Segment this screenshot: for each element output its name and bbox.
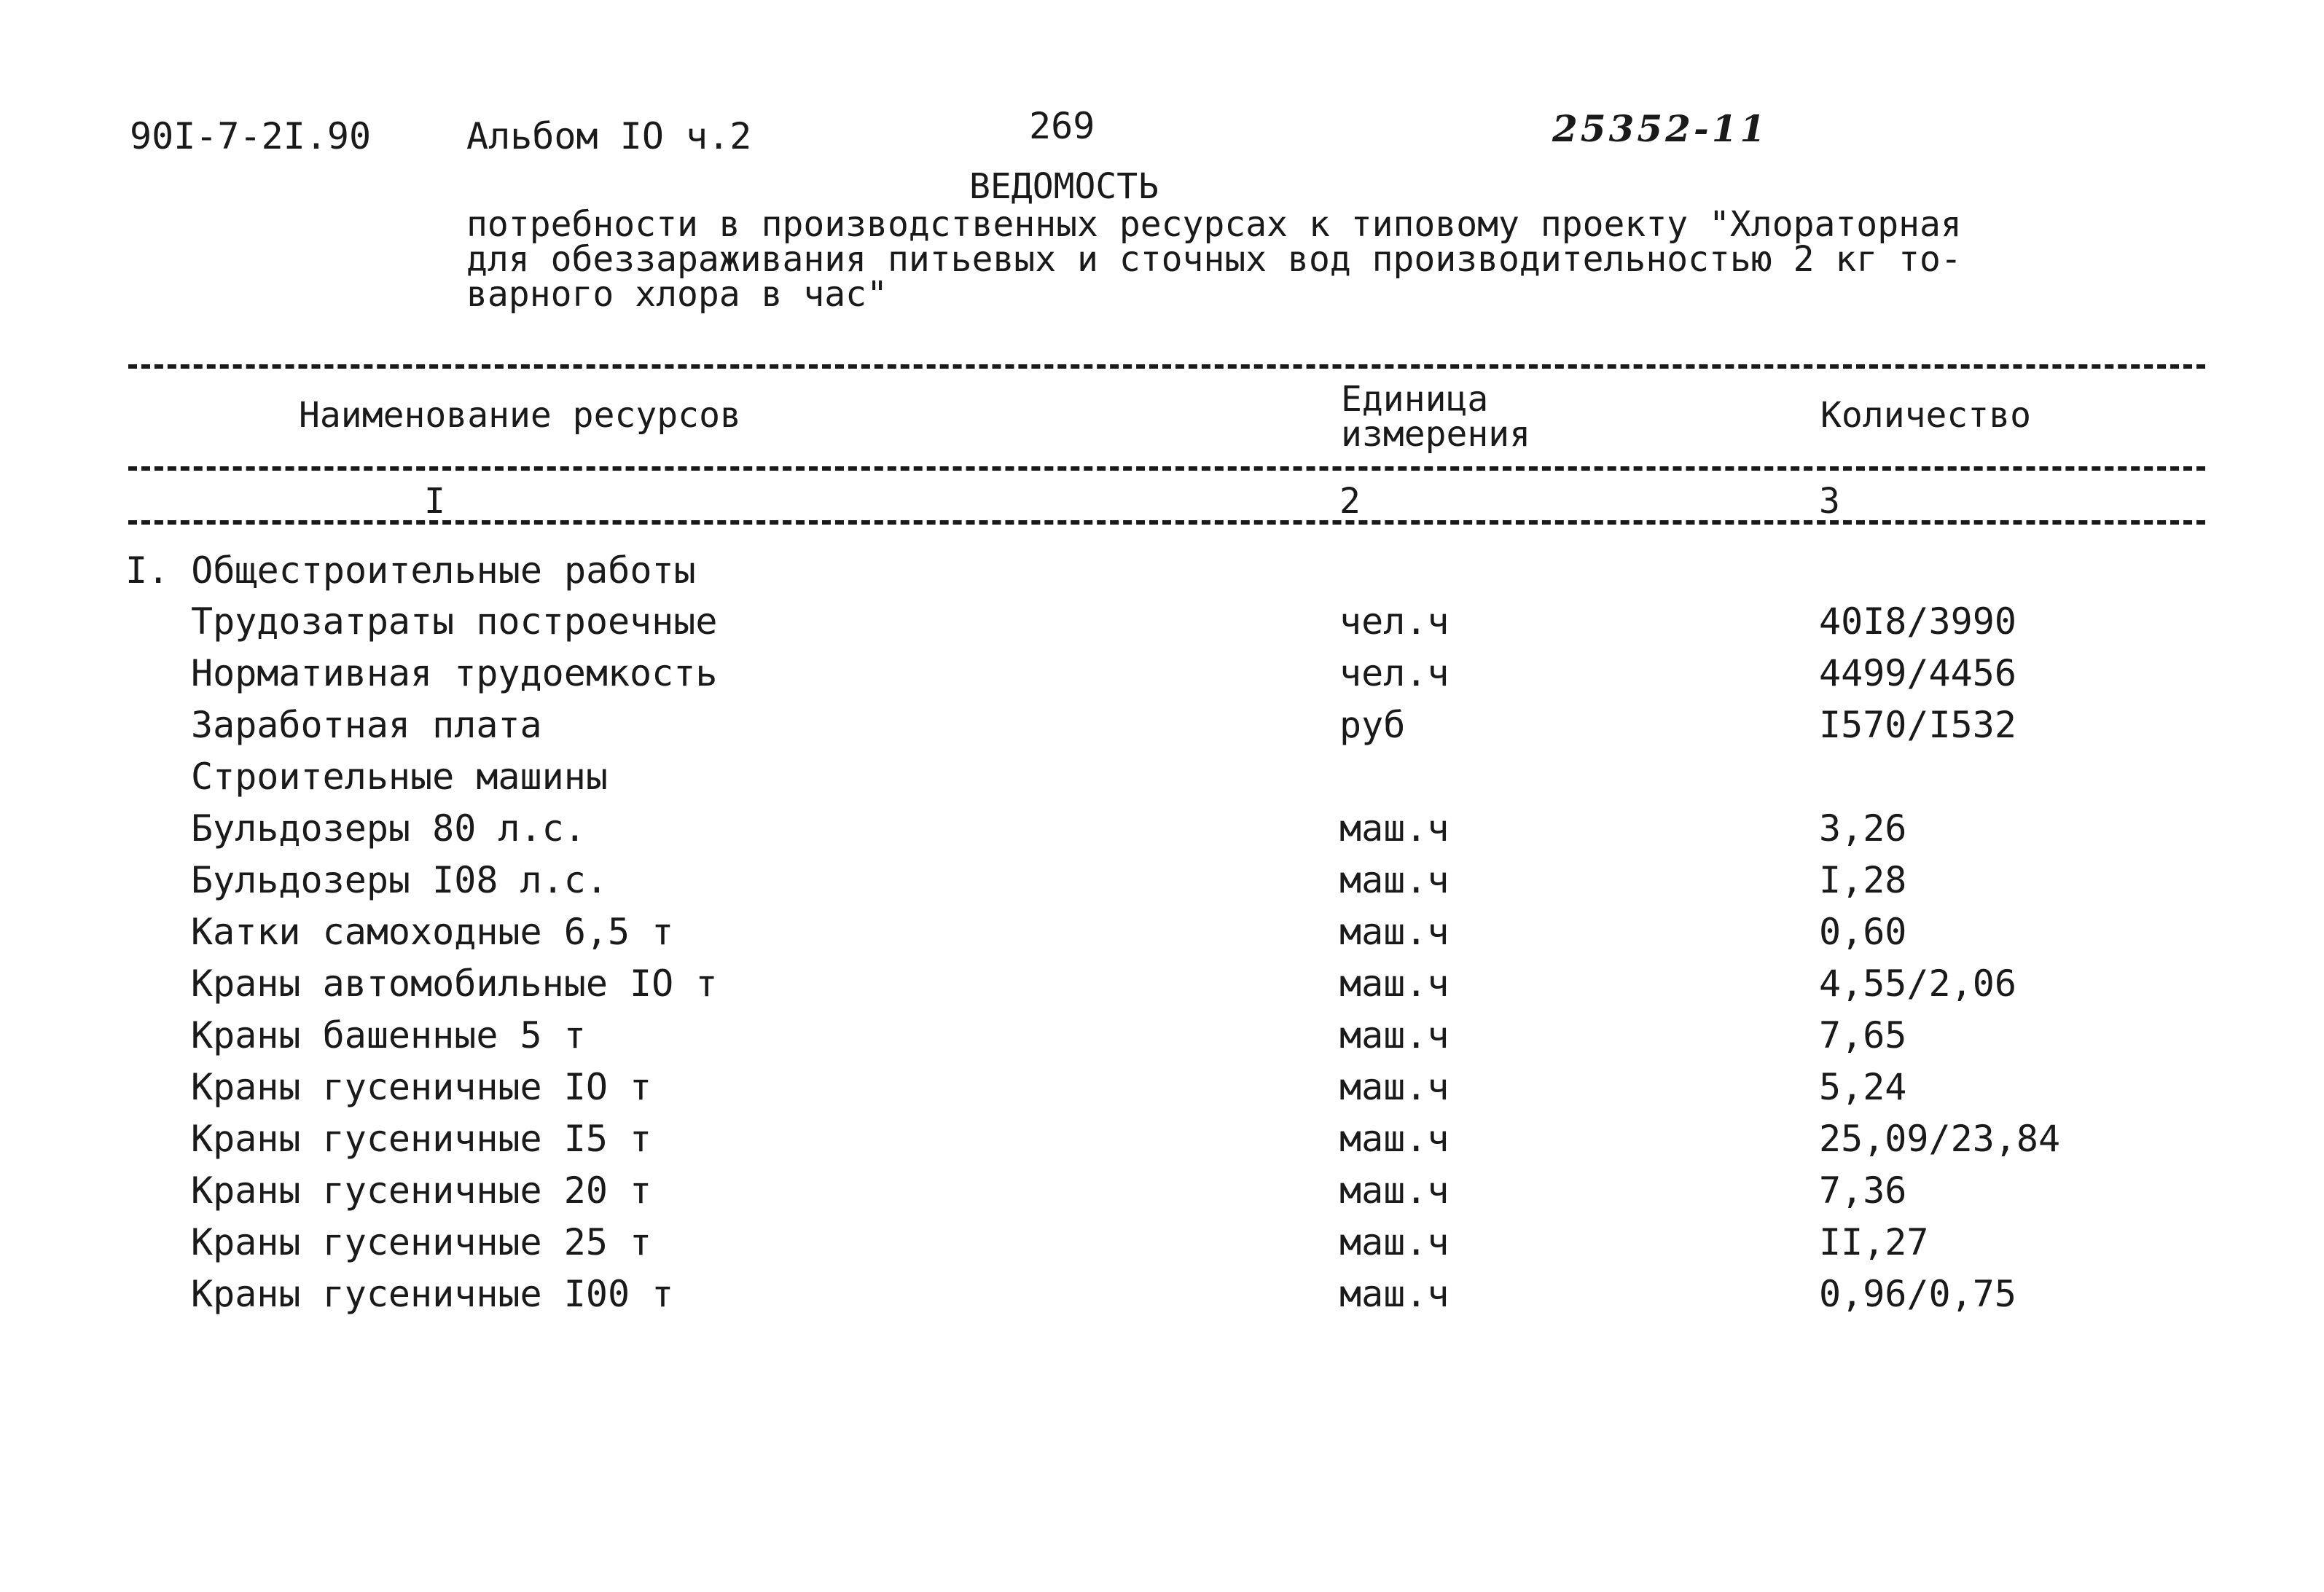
column-header-name: Наименование ресурсов <box>299 395 741 436</box>
column-numbers-rule <box>128 520 2205 525</box>
column-header-unit: Единица измерения <box>1341 379 1531 455</box>
table-row <box>0 859 2324 914</box>
resource-quantity: II,27 <box>1819 1221 1929 1263</box>
resource-unit: маш.ч <box>1339 1273 1449 1315</box>
resource-unit: руб <box>1339 704 1406 746</box>
document-subtitle: потребности в производственных ресурсах к типовому проекту "Хлораторная для обеззараживания питьевых и сточных вод производительностью 2 кг то- варного хлора в час" <box>466 204 1962 315</box>
document-code: 90I-7-2I.90 <box>130 115 372 157</box>
column-header-quantity: Количество <box>1820 395 2031 436</box>
table-top-rule <box>128 364 2205 369</box>
resource-quantity: 4499/4456 <box>1819 652 2016 694</box>
table-row <box>0 1014 2324 1069</box>
table-row <box>0 600 2324 655</box>
table-row <box>0 1273 2324 1328</box>
resource-quantity: I,28 <box>1819 859 1907 901</box>
resource-unit: маш.ч <box>1339 1221 1449 1263</box>
table-row <box>0 1118 2324 1172</box>
resource-name: Катки самоходные 6,5 т <box>191 911 674 953</box>
resource-unit: чел.ч <box>1339 600 1449 643</box>
resource-name: Краны гусеничные IO т <box>191 1066 652 1108</box>
resource-quantity: 3,26 <box>1819 807 1907 850</box>
column-number-1: I <box>424 481 445 522</box>
table-row <box>0 758 2324 810</box>
resource-name: Краны гусеничные 20 т <box>191 1169 652 1212</box>
resource-quantity: 7,36 <box>1819 1169 1907 1212</box>
resource-unit: маш.ч <box>1339 1066 1449 1108</box>
resource-quantity: 0,60 <box>1819 911 1907 953</box>
resource-name: Краны гусеничные I00 т <box>191 1273 674 1315</box>
resource-name: Краны башенные 5 т <box>191 1014 586 1056</box>
resource-unit: маш.ч <box>1339 859 1449 901</box>
resource-unit: маш.ч <box>1339 1014 1449 1056</box>
resource-unit: маш.ч <box>1339 1118 1449 1160</box>
resource-quantity: 5,24 <box>1819 1066 1907 1108</box>
resource-unit: маш.ч <box>1339 807 1449 850</box>
table-row <box>0 1221 2324 1276</box>
resource-unit: маш.ч <box>1339 1169 1449 1212</box>
table-row <box>0 1169 2324 1224</box>
resource-name: Заработная плата <box>191 704 542 746</box>
resource-quantity: I570/I532 <box>1819 704 2016 746</box>
table-row <box>0 704 2324 758</box>
resource-quantity: 4,55/2,06 <box>1819 962 2016 1005</box>
resource-quantity: 0,96/0,75 <box>1819 1273 2016 1315</box>
resource-name: Строительные машины <box>191 756 608 798</box>
resource-unit: маш.ч <box>1339 911 1449 953</box>
table-body <box>0 600 2324 1328</box>
resource-name: Краны автомобильные IO т <box>191 962 718 1005</box>
resource-name: Краны гусеничные 25 т <box>191 1221 652 1263</box>
album-label: Альбом IO ч.2 <box>466 115 752 157</box>
header-bottom-rule <box>128 466 2205 471</box>
handwritten-number: 25352-11 <box>1552 107 1769 150</box>
page-number: 269 <box>1029 105 1095 147</box>
resource-name: Бульдозеры 80 л.с. <box>191 807 586 850</box>
resource-quantity: 40I8/3990 <box>1819 600 2016 643</box>
resource-quantity: 7,65 <box>1819 1014 1907 1056</box>
table-row <box>0 962 2324 1017</box>
column-number-2: 2 <box>1339 481 1361 522</box>
section-heading: I. Общестроительные работы <box>125 549 696 592</box>
table-row <box>0 1066 2324 1121</box>
column-number-3: 3 <box>1819 481 1840 522</box>
resource-name: Нормативная трудоемкость <box>191 652 718 694</box>
resource-unit: маш.ч <box>1339 962 1449 1005</box>
resource-name: Трудозатраты построечные <box>191 600 718 643</box>
table-row <box>0 652 2324 707</box>
resource-name: Краны гусеничные I5 т <box>191 1118 652 1160</box>
resource-name: Бульдозеры I08 л.с. <box>191 859 608 901</box>
resource-quantity: 25,09/23,84 <box>1819 1118 2061 1160</box>
document-title: ВЕДОМОСТЬ <box>969 166 1159 207</box>
resource-unit: чел.ч <box>1339 652 1449 694</box>
table-row <box>0 807 2324 862</box>
table-row <box>0 911 2324 965</box>
